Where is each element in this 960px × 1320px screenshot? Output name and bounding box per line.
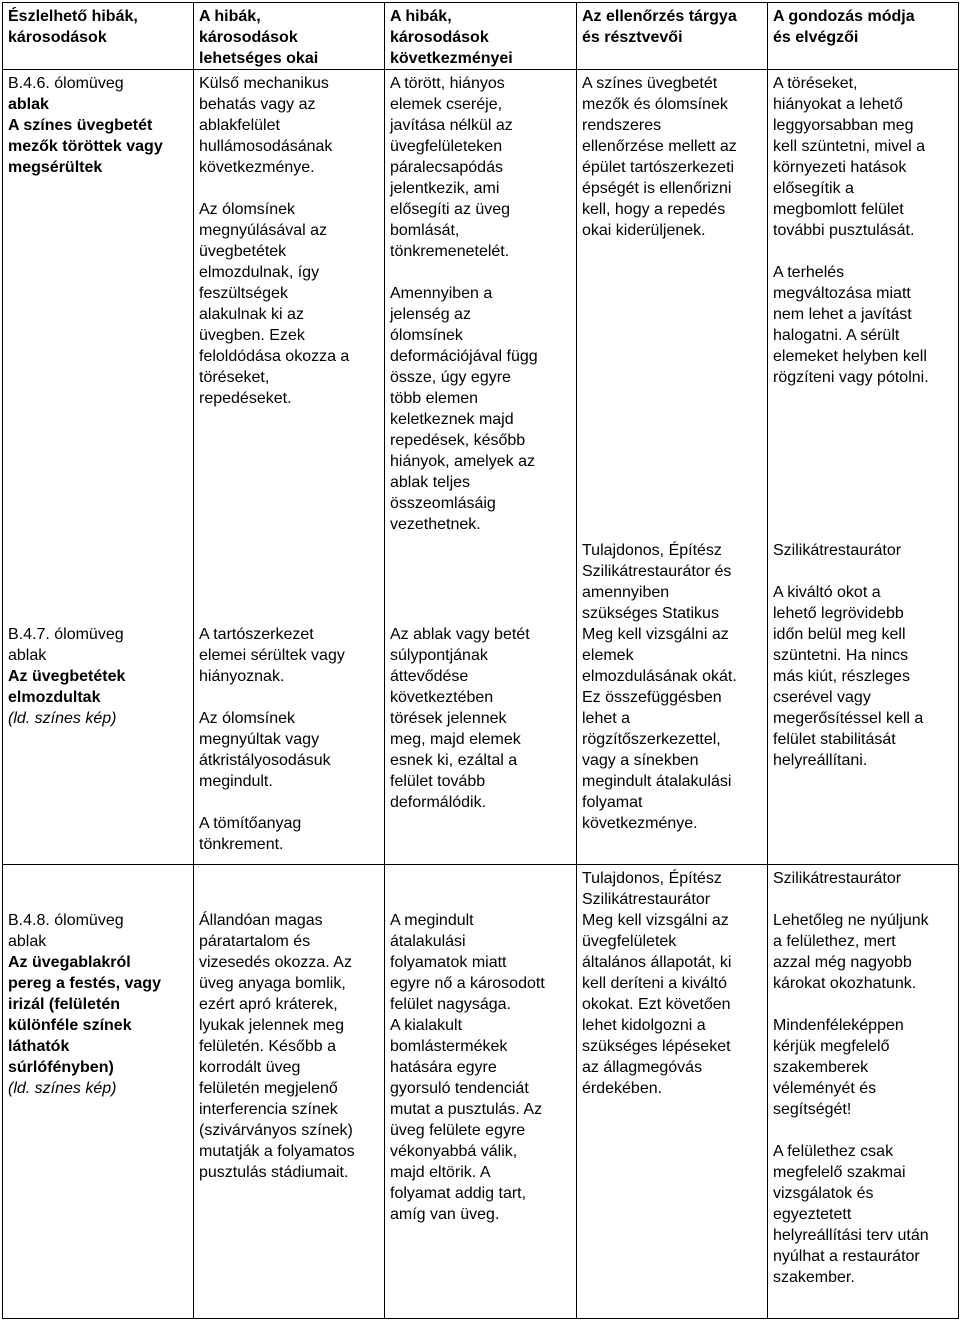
consequence-text <box>390 910 572 1225</box>
text-line: helyreállítási terv után <box>773 1227 929 1244</box>
text-line: Tulajdonos, Építész <box>582 870 722 887</box>
text-line: folyamat <box>582 794 643 811</box>
item-code <box>8 910 189 952</box>
care-text <box>773 1141 954 1288</box>
text-line: A hibák, <box>390 8 452 25</box>
table-cell <box>768 70 959 865</box>
text-line: elemek <box>582 647 634 664</box>
text-line: A színes üvegbetét <box>582 75 718 92</box>
text-line: egyre nő a károsodott <box>390 975 545 992</box>
text-line: jelentkezik, ami <box>390 180 500 197</box>
item-title <box>8 666 193 708</box>
text-line: szakember. <box>773 1269 855 1286</box>
text-line: B.4.7. ólomüveg <box>8 626 124 643</box>
text-line: láthatók <box>8 1038 70 1055</box>
header-cell <box>768 3 959 70</box>
text-line: mutat a pusztulás. Az <box>390 1101 543 1118</box>
text-line: A töréseket, <box>773 75 858 92</box>
text-line: egyeztetett <box>773 1206 852 1223</box>
text-line: felület stabilitását <box>773 731 896 748</box>
text-line: felület tovább <box>390 773 486 790</box>
consequence-text <box>390 624 576 813</box>
cause-text <box>199 73 380 178</box>
text-line: lehetséges okai <box>199 50 319 67</box>
text-line: üvegben. Ezek <box>199 327 305 344</box>
table-row <box>3 865 959 1319</box>
text-line: szüntetni. Ha nincs <box>773 647 909 664</box>
text-line: üvegfelületek <box>582 933 677 950</box>
text-line: esnek ki, ezáltal a <box>390 752 518 769</box>
text-line: megindult átalakulási <box>582 773 732 790</box>
item-code <box>8 624 193 666</box>
text-line: halogatni. A sérült <box>773 327 900 344</box>
text-line: Mindenféleképpen <box>773 1017 904 1034</box>
text-line: Szilikátrestaurátor <box>773 870 902 887</box>
text-line: megindult. <box>199 773 273 790</box>
participants-text <box>582 868 763 910</box>
care-text <box>773 910 954 994</box>
text-line: épület tartószerkezeti <box>582 159 735 176</box>
text-line: a felülethez, mert <box>773 933 896 950</box>
text-line: A kiváltó okot a <box>773 584 881 601</box>
text-line: kell szüntetni, mivel a <box>773 138 926 155</box>
text-line: keletkeznek majd <box>390 411 514 428</box>
text-line: súlypontjának <box>390 647 488 664</box>
text-line: környezeti hatások <box>773 159 907 176</box>
text-line: épségét is ellenőrizni <box>582 180 732 197</box>
table-cell <box>194 70 385 865</box>
table-cell <box>194 865 385 1319</box>
text-line: ablak <box>8 933 47 950</box>
text-line: törések jelennek <box>390 710 507 727</box>
text-line: ablakfelület <box>199 117 280 134</box>
text-line: érdekében. <box>582 1080 663 1097</box>
care-text <box>773 262 954 388</box>
text-line: más kiút, részleges <box>773 668 910 685</box>
care-text <box>773 1015 954 1120</box>
text-line: pusztulás stádiumait. <box>199 1164 349 1181</box>
text-line: súrlófényben) <box>8 1059 114 1076</box>
text-line: következményei <box>390 50 513 67</box>
text-line: megerősítéssel kell a <box>773 710 924 727</box>
text-line: Lehetőleg ne nyúljunk <box>773 912 929 929</box>
text-line: vizsgálatok és <box>773 1185 874 1202</box>
cause-text <box>199 199 380 409</box>
text-line: páratartalom és <box>199 933 311 950</box>
table-cell <box>768 865 959 1319</box>
header-cell <box>3 3 194 70</box>
table-row <box>3 70 959 865</box>
text-line: megbomlott felület <box>773 201 904 218</box>
text-line: hiányok, amelyek az <box>390 453 535 470</box>
text-line: folyamatok miatt <box>390 954 507 971</box>
text-line: üvegbetétek <box>199 243 287 260</box>
text-line: Szilikátrestaurátor <box>582 891 711 908</box>
table-cell <box>3 70 194 865</box>
text-line: Az ellenőrzés tárgya <box>582 8 737 25</box>
text-line: károsodások <box>199 29 298 46</box>
care-text <box>773 73 954 241</box>
cause-text <box>199 910 380 1183</box>
text-line: Az üvegablakról <box>8 954 131 971</box>
text-line: tönkrement. <box>199 836 284 853</box>
text-line: üveg felülete egyre <box>390 1122 526 1139</box>
text-line: Külső mechanikus <box>199 75 329 92</box>
item-code: B.4.6. ólomüveg <box>8 75 124 92</box>
text-line: ablak <box>8 96 49 113</box>
consequence-text <box>390 73 572 262</box>
text-line: rögzítőszerkezettel, <box>582 731 721 748</box>
text-line: véleményét és <box>773 1080 877 1097</box>
table-cell <box>577 865 768 1319</box>
text-line: kell, hogy a repedés <box>582 201 726 218</box>
text-line: további pusztulását. <box>773 222 915 239</box>
text-line: A terhelés <box>773 264 845 281</box>
performer-text <box>773 868 954 889</box>
text-line: lehet kidolgozni a <box>582 1017 706 1034</box>
text-line: vizesedés okozza. Az <box>199 954 352 971</box>
text-line: ólomsínek <box>390 327 463 344</box>
text-line: deformációjával függ <box>390 348 538 365</box>
text-line: Szilikátrestaurátor és <box>582 563 732 580</box>
cause-text <box>199 624 384 687</box>
text-line: megfelelő szakmai <box>773 1164 906 1181</box>
text-line: hullámosodásának <box>199 138 333 155</box>
text-line: leggyorsabban meg <box>773 117 914 134</box>
text-line: interferencia színek <box>199 1101 338 1118</box>
text-line: gyorsuló tendenciát <box>390 1080 529 1097</box>
text-line: meg, majd elemek <box>390 731 521 748</box>
text-line: különféle színek <box>8 1017 132 1034</box>
text-line: elemeket helyben kell <box>773 348 927 365</box>
text-line: A hibák, <box>199 8 261 25</box>
text-line: és résztvevői <box>582 29 683 46</box>
text-line: alakulnak ki az <box>199 306 304 323</box>
text-line: lehet a <box>582 710 631 727</box>
text-line: kérjük megfelelő <box>773 1038 890 1055</box>
header-cell <box>577 3 768 70</box>
text-line: A törött, hiányos <box>390 75 505 92</box>
text-line: károsodások <box>390 29 489 46</box>
text-line: segítségét! <box>773 1101 852 1118</box>
text-line: A tartószerkezet <box>199 626 314 643</box>
text-line: mutatják a folyamatos <box>199 1143 355 1160</box>
photo-note: (ld. színes kép) <box>8 1080 117 1097</box>
text-line: az állagmegóvás <box>582 1059 703 1076</box>
text-line: következménye. <box>199 159 315 176</box>
consequence-text <box>390 283 572 535</box>
table-cell <box>3 865 194 1319</box>
document-page <box>2 2 958 1318</box>
text-line: elemek cseréje, <box>390 96 503 113</box>
text-line: B.4.8. ólomüveg <box>8 912 124 929</box>
inspection-text <box>582 910 763 1099</box>
text-line: szakemberek <box>773 1059 869 1076</box>
text-line: Meg kell vizsgálni az <box>582 912 729 929</box>
text-line: következtében <box>390 689 494 706</box>
text-line: hiányoznak. <box>199 668 285 685</box>
text-line: feszültségek <box>199 285 288 302</box>
text-line: elemei sérültek vagy <box>199 647 345 664</box>
care-text <box>773 582 958 771</box>
text-line: nyúlhat a restaurátor <box>773 1248 920 1265</box>
text-line: A tömítőanyag <box>199 815 302 832</box>
text-line: mezők töröttek vagy <box>8 138 163 155</box>
text-line: deformálódik. <box>390 794 487 811</box>
text-line: Amennyiben a <box>390 285 493 302</box>
text-line: lyukak jelennek meg <box>199 1017 344 1034</box>
text-line: mezők és ólomsínek <box>582 96 728 113</box>
text-line: felületén. Később a <box>199 1038 336 1055</box>
text-line: elmozdulásának okát. <box>582 668 737 685</box>
text-line: Az ablak vagy betét <box>390 626 530 643</box>
text-line: Az ólomsínek <box>199 710 296 727</box>
performer-text <box>773 540 958 561</box>
text-line: elmozdulnak, így <box>199 264 320 281</box>
text-line: cserével vagy <box>773 689 871 706</box>
text-line: okai kiderüljenek. <box>582 222 706 239</box>
item-b47 <box>3 624 193 729</box>
text-line: felületén megjelenő <box>199 1080 338 1097</box>
text-line: repedések, később <box>390 432 526 449</box>
text-line: károsodások <box>8 29 107 46</box>
header-cell <box>194 3 385 70</box>
text-line: vezethetnek. <box>390 516 481 533</box>
text-line: rendszeres <box>582 117 662 134</box>
text-line: megváltozása miatt <box>773 285 911 302</box>
text-line: javítása nélkül az <box>390 117 513 134</box>
text-line: amíg van üveg. <box>390 1206 500 1223</box>
photo-note: (ld. színes kép) <box>8 710 117 727</box>
text-line: A színes üvegbetét <box>8 117 153 134</box>
text-line: elősegíti az üveg <box>390 201 511 218</box>
text-line: irizál (felületén <box>8 996 121 1013</box>
text-line: folyamat addig tart, <box>390 1185 527 1202</box>
text-line: Az üvegbetétek <box>8 668 126 685</box>
text-line: amennyiben <box>582 584 670 601</box>
text-line: átalakulási <box>390 933 466 950</box>
inspection-text <box>582 73 763 241</box>
text-line: szükséges lépéseket <box>582 1038 731 1055</box>
text-line: A gondozás módja <box>773 8 915 25</box>
text-line: Meg kell vizsgálni az <box>582 626 729 643</box>
text-line: ablak <box>8 647 47 664</box>
text-line: megnyúltak vagy <box>199 731 320 748</box>
text-line: összeomlásáig <box>390 495 496 512</box>
text-line: Szilikátrestaurátor <box>773 542 902 559</box>
item-title <box>8 952 189 1078</box>
text-line: megnyúlásával az <box>199 222 328 239</box>
text-line: ablak teljes <box>390 474 471 491</box>
text-line: behatás vagy az <box>199 96 316 113</box>
text-line: feloldódása okozza a <box>199 348 350 365</box>
text-line: azzal még nagyobb <box>773 954 912 971</box>
text-line: tönkremenetelét. <box>390 243 510 260</box>
text-line: ezért apró kráterek, <box>199 996 338 1013</box>
text-line: károkat okozhatunk. <box>773 975 917 992</box>
participants-text <box>582 540 767 624</box>
item-title <box>8 94 189 178</box>
text-line: üveg anyaga bomlik, <box>199 975 346 992</box>
header-row <box>3 3 959 70</box>
text-line: A kialakult <box>390 1017 463 1034</box>
text-line: következménye. <box>582 815 698 832</box>
table-cell <box>385 70 577 865</box>
header-cell <box>385 3 577 70</box>
text-line: vékonyabbá válik, <box>390 1143 518 1160</box>
text-line: kell deríteni a kiváltó <box>582 975 727 992</box>
text-line: lehető legrövidebb <box>773 605 904 622</box>
table-cell <box>385 865 577 1319</box>
text-line: majd eltörik. A <box>390 1164 491 1181</box>
text-line: elmozdultak <box>8 689 101 706</box>
text-line: hatására egyre <box>390 1059 497 1076</box>
text-line: jelenség az <box>390 306 471 323</box>
text-line: hiányokat a lehető <box>773 96 903 113</box>
text-line: Ez összefüggésben <box>582 689 722 706</box>
cause-text <box>199 813 384 855</box>
text-line: időn belül meg kell <box>773 626 906 643</box>
damage-table <box>2 2 959 1319</box>
text-line: nem lehet a javítást <box>773 306 912 323</box>
text-line: elősegítik a <box>773 180 854 197</box>
text-line: általános állapotát, ki <box>582 954 732 971</box>
text-line: rögzíteni vagy pótolni. <box>773 369 929 386</box>
text-line: Tulajdonos, Építész <box>582 542 722 559</box>
text-line: korrodált üveg <box>199 1059 301 1076</box>
text-line: megsérültek <box>8 159 103 176</box>
table-cell <box>577 70 768 865</box>
text-line: (szivárványos színek) <box>199 1122 353 1139</box>
text-line: átkristályosodásuk <box>199 752 331 769</box>
text-line: A megindult <box>390 912 474 929</box>
text-line: össze, úgy egyre <box>390 369 511 386</box>
text-line: Észlelhető hibák, <box>8 8 138 25</box>
text-line: okokat. Ezt követően <box>582 996 731 1013</box>
text-line: pereg a festés, vagy <box>8 975 161 992</box>
text-line: ellenőrzése mellett az <box>582 138 737 155</box>
text-line: bomlástermékek <box>390 1038 508 1055</box>
cause-text <box>199 708 384 792</box>
text-line: és elvégzői <box>773 29 859 46</box>
inspection-text <box>582 624 767 834</box>
text-line: bomlását, <box>390 222 460 239</box>
text-line: üvegfelületeken <box>390 138 503 155</box>
text-line: töréseket, <box>199 369 270 386</box>
text-line: felület nagysága. <box>390 996 511 1013</box>
text-line: páralecsapódás <box>390 159 503 176</box>
item-b46 <box>8 73 189 178</box>
text-line: A felülethez csak <box>773 1143 894 1160</box>
text-line: Állandóan magas <box>199 912 323 929</box>
text-line: áttevődése <box>390 668 469 685</box>
text-line: több elemen <box>390 390 479 407</box>
text-line: Az ólomsínek <box>199 201 296 218</box>
text-line: szükséges Statikus <box>582 605 719 622</box>
text-line: vagy a sínekben <box>582 752 699 769</box>
text-line: helyreállítani. <box>773 752 868 769</box>
text-line: repedéseket. <box>199 390 292 407</box>
